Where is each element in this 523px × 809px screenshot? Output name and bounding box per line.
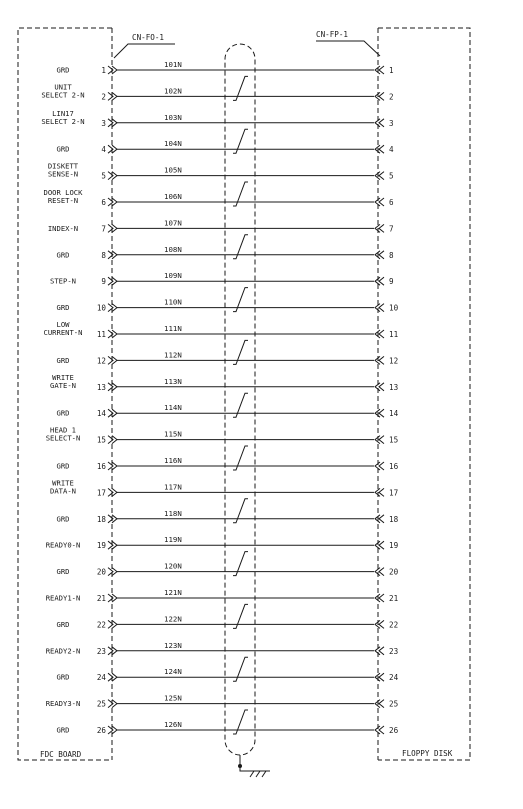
left-pin-number: 17 — [96, 488, 106, 498]
right-connector-chevron-icon — [375, 647, 384, 655]
wire-label: 117N — [164, 482, 182, 492]
right-pin-number: 10 — [389, 303, 399, 313]
right-connector-chevron-icon — [375, 304, 384, 312]
right-pin-number: 15 — [389, 435, 399, 445]
right-pin-number: 3 — [389, 118, 394, 128]
wire-label: 121N — [164, 588, 182, 597]
pin-row — [44, 320, 399, 339]
pin-row — [57, 499, 399, 524]
wire-label: 114N — [164, 403, 182, 413]
left-pin-number: 7 — [101, 224, 106, 234]
signal-label: GRD — [56, 461, 70, 471]
left-pin-number: 4 — [101, 145, 106, 155]
pin-row — [57, 552, 399, 577]
wire-label: 101N — [164, 60, 182, 69]
left-pin-number: 6 — [101, 198, 106, 207]
pin-rows — [41, 60, 398, 735]
wire-label: 124N — [164, 667, 182, 677]
left-pin-number: 3 — [101, 118, 106, 128]
pin-row — [57, 710, 399, 735]
wire-label: 125N — [164, 693, 182, 703]
signal-label: GRD — [56, 567, 70, 577]
right-pin-number: 2 — [389, 92, 394, 102]
right-connector-chevron-icon — [375, 541, 384, 549]
left-connector-header — [114, 33, 175, 58]
right-pin-number: 14 — [389, 409, 399, 419]
right-connector-chevron-icon — [375, 673, 384, 681]
wire-label: 115N — [164, 429, 182, 439]
signal-label: SENSE-N — [47, 169, 79, 179]
pin-row — [41, 76, 393, 101]
right-connector-chevron-icon — [375, 66, 384, 74]
left-pin-number: 21 — [96, 594, 106, 603]
signal-label: DISKETT — [47, 161, 79, 171]
right-pin-number: 6 — [389, 198, 394, 207]
wire-label: 106N — [164, 192, 182, 201]
right-pin-number: 20 — [389, 567, 399, 577]
right-connector-chevron-icon — [375, 330, 384, 338]
fdc-board-label: FDC BOARD — [40, 750, 82, 759]
right-pin-number: 22 — [389, 620, 399, 630]
pin-row — [48, 162, 394, 181]
right-connector-chevron-icon — [375, 383, 384, 391]
left-connector-name: CN-FO-1 — [132, 33, 165, 42]
right-pin-number: 4 — [389, 145, 394, 155]
wire-label: 104N — [164, 139, 182, 149]
left-pin-number: 20 — [96, 567, 106, 577]
wire-label: 119N — [164, 535, 182, 545]
right-connector-chevron-icon — [375, 356, 384, 364]
right-connector-chevron-icon — [375, 594, 384, 602]
pin-row — [50, 373, 398, 392]
wire-label: 116N — [164, 456, 182, 465]
right-pin-number: 12 — [389, 356, 399, 366]
signal-label: GRD — [56, 303, 70, 313]
right-pin-number: 16 — [389, 462, 399, 471]
right-pin-number: 24 — [389, 673, 399, 683]
wire-label: 113N — [164, 376, 182, 386]
wire-label: 120N — [164, 561, 182, 571]
signal-label: GRD — [56, 355, 70, 365]
left-pin-number: 19 — [96, 541, 106, 551]
right-pin-number: 18 — [389, 514, 399, 524]
signal-label: STEP-N — [50, 276, 76, 286]
wire-label: 108N — [164, 244, 182, 254]
pin-row — [57, 340, 399, 365]
right-pin-number: 26 — [389, 726, 399, 735]
wire-label: 122N — [164, 614, 182, 624]
signal-label: INDEX-N — [47, 223, 79, 233]
wire-label: 102N — [164, 86, 182, 96]
left-pin-number: 25 — [96, 699, 106, 709]
pin-row — [57, 393, 399, 418]
right-connector-chevron-icon — [375, 409, 384, 417]
wire-label: 109N — [164, 271, 182, 281]
pin-row — [41, 109, 393, 128]
signal-label: GRD — [56, 725, 70, 735]
right-pin-number: 1 — [389, 66, 394, 75]
left-pin-number: 12 — [96, 356, 106, 366]
signal-label: GRD — [56, 672, 70, 682]
signal-label: READY3-N — [45, 699, 81, 709]
left-pin-number: 15 — [96, 435, 106, 445]
right-connector-name: CN-FP-1 — [316, 30, 349, 39]
left-pin-number: 16 — [96, 462, 106, 471]
left-pin-number: 14 — [96, 409, 106, 419]
wire-label: 123N — [164, 640, 182, 650]
signal-label: GRD — [56, 65, 70, 75]
right-connector-chevron-icon — [375, 462, 384, 470]
floppy-disk-label: FLOPPY DISK — [402, 749, 453, 758]
left-pin-number: 1 — [101, 66, 106, 75]
wire-label: 126N — [164, 720, 182, 729]
left-pin-number: 22 — [96, 620, 106, 630]
right-connector-chevron-icon — [375, 726, 384, 734]
right-connector-chevron-icon — [375, 436, 384, 444]
wire-label: 110N — [164, 297, 182, 307]
pin-row — [57, 604, 399, 629]
signal-label: READY2-N — [45, 646, 81, 656]
pin-row — [50, 271, 394, 286]
left-pin-number: 5 — [101, 171, 106, 181]
right-pin-number: 19 — [389, 541, 399, 551]
left-pin-number: 13 — [96, 382, 106, 392]
right-connector-chevron-icon — [375, 224, 384, 232]
right-pin-number: 11 — [389, 330, 399, 339]
left-pin-number: 18 — [96, 514, 106, 524]
chassis-ground-icon — [238, 755, 270, 777]
right-connector-chevron-icon — [375, 277, 384, 285]
right-pin-number: 8 — [389, 250, 394, 260]
right-connector-chevron-icon — [375, 251, 384, 259]
cable-shield — [225, 44, 255, 755]
pin-row — [57, 657, 399, 682]
left-pin-number: 23 — [96, 646, 106, 656]
signal-label: UNIT — [54, 82, 72, 92]
right-pin-number: 17 — [389, 488, 399, 498]
right-pin-number: 25 — [389, 699, 399, 709]
pin-row — [46, 641, 398, 656]
signal-label: WRITE — [52, 372, 74, 382]
right-connector-header — [316, 30, 380, 56]
signal-label: RESET-N — [47, 196, 79, 205]
right-connector-chevron-icon — [375, 568, 384, 576]
signal-label: GRD — [56, 619, 70, 629]
right-pin-number: 13 — [389, 382, 399, 392]
signal-label: WRITE — [52, 478, 74, 488]
right-connector-chevron-icon — [375, 145, 384, 153]
wire-label: 103N — [164, 112, 182, 122]
signal-label: HEAD 1 — [50, 425, 76, 435]
right-connector-chevron-icon — [375, 172, 384, 180]
signal-label: LIN17 — [52, 108, 74, 118]
signal-label: GRD — [56, 408, 70, 418]
signal-label: READY0-N — [45, 540, 81, 550]
signal-label: GRD — [56, 514, 70, 524]
right-pin-number: 9 — [389, 277, 394, 287]
right-connector-chevron-icon — [375, 700, 384, 708]
wire-label: 118N — [164, 508, 182, 518]
wire-label: 111N — [164, 324, 182, 333]
left-pin-number: 2 — [101, 92, 106, 102]
left-pin-number: 10 — [96, 303, 106, 313]
signal-label: GATE-N — [50, 380, 76, 390]
pin-row — [44, 182, 394, 207]
left-pin-number: 26 — [96, 726, 106, 735]
signal-label: SELECT 2-N — [41, 90, 85, 100]
left-pin-number: 8 — [101, 250, 106, 260]
right-pin-number: 23 — [389, 646, 399, 656]
signal-label: GRD — [56, 250, 70, 260]
signal-label: SELECT 2-N — [41, 116, 85, 126]
right-connector-chevron-icon — [375, 515, 384, 523]
pin-row — [57, 288, 399, 313]
pin-row — [46, 588, 399, 603]
wire-label: 112N — [164, 350, 182, 360]
signal-label: READY1-N — [45, 593, 81, 603]
right-pin-number: 21 — [389, 594, 399, 603]
pin-row — [48, 218, 394, 233]
right-pin-number: 5 — [389, 171, 394, 181]
pin-row — [50, 478, 398, 497]
signal-label: LOW — [56, 320, 70, 329]
signal-label: CURRENT-N — [43, 328, 83, 337]
pin-row — [46, 535, 399, 550]
pin-row — [46, 426, 398, 445]
signal-label: SELECT-N — [45, 433, 81, 443]
left-pin-number: 24 — [96, 673, 106, 683]
pin-row — [46, 694, 398, 709]
right-pin-number: 7 — [389, 224, 394, 234]
right-connector-chevron-icon — [375, 92, 384, 100]
left-pin-number: 9 — [101, 277, 106, 287]
signal-label: DATA-N — [50, 486, 76, 496]
left-pin-number: 11 — [96, 330, 106, 339]
wire-label: 107N — [164, 218, 182, 228]
pin-row — [57, 446, 399, 471]
right-connector-chevron-icon — [375, 198, 384, 206]
right-connector-chevron-icon — [375, 488, 384, 496]
right-connector-chevron-icon — [375, 620, 384, 628]
signal-label: GRD — [56, 144, 70, 154]
wire-label: 105N — [164, 165, 182, 175]
signal-label: DOOR LOCK — [43, 188, 83, 197]
right-connector-chevron-icon — [375, 119, 384, 127]
